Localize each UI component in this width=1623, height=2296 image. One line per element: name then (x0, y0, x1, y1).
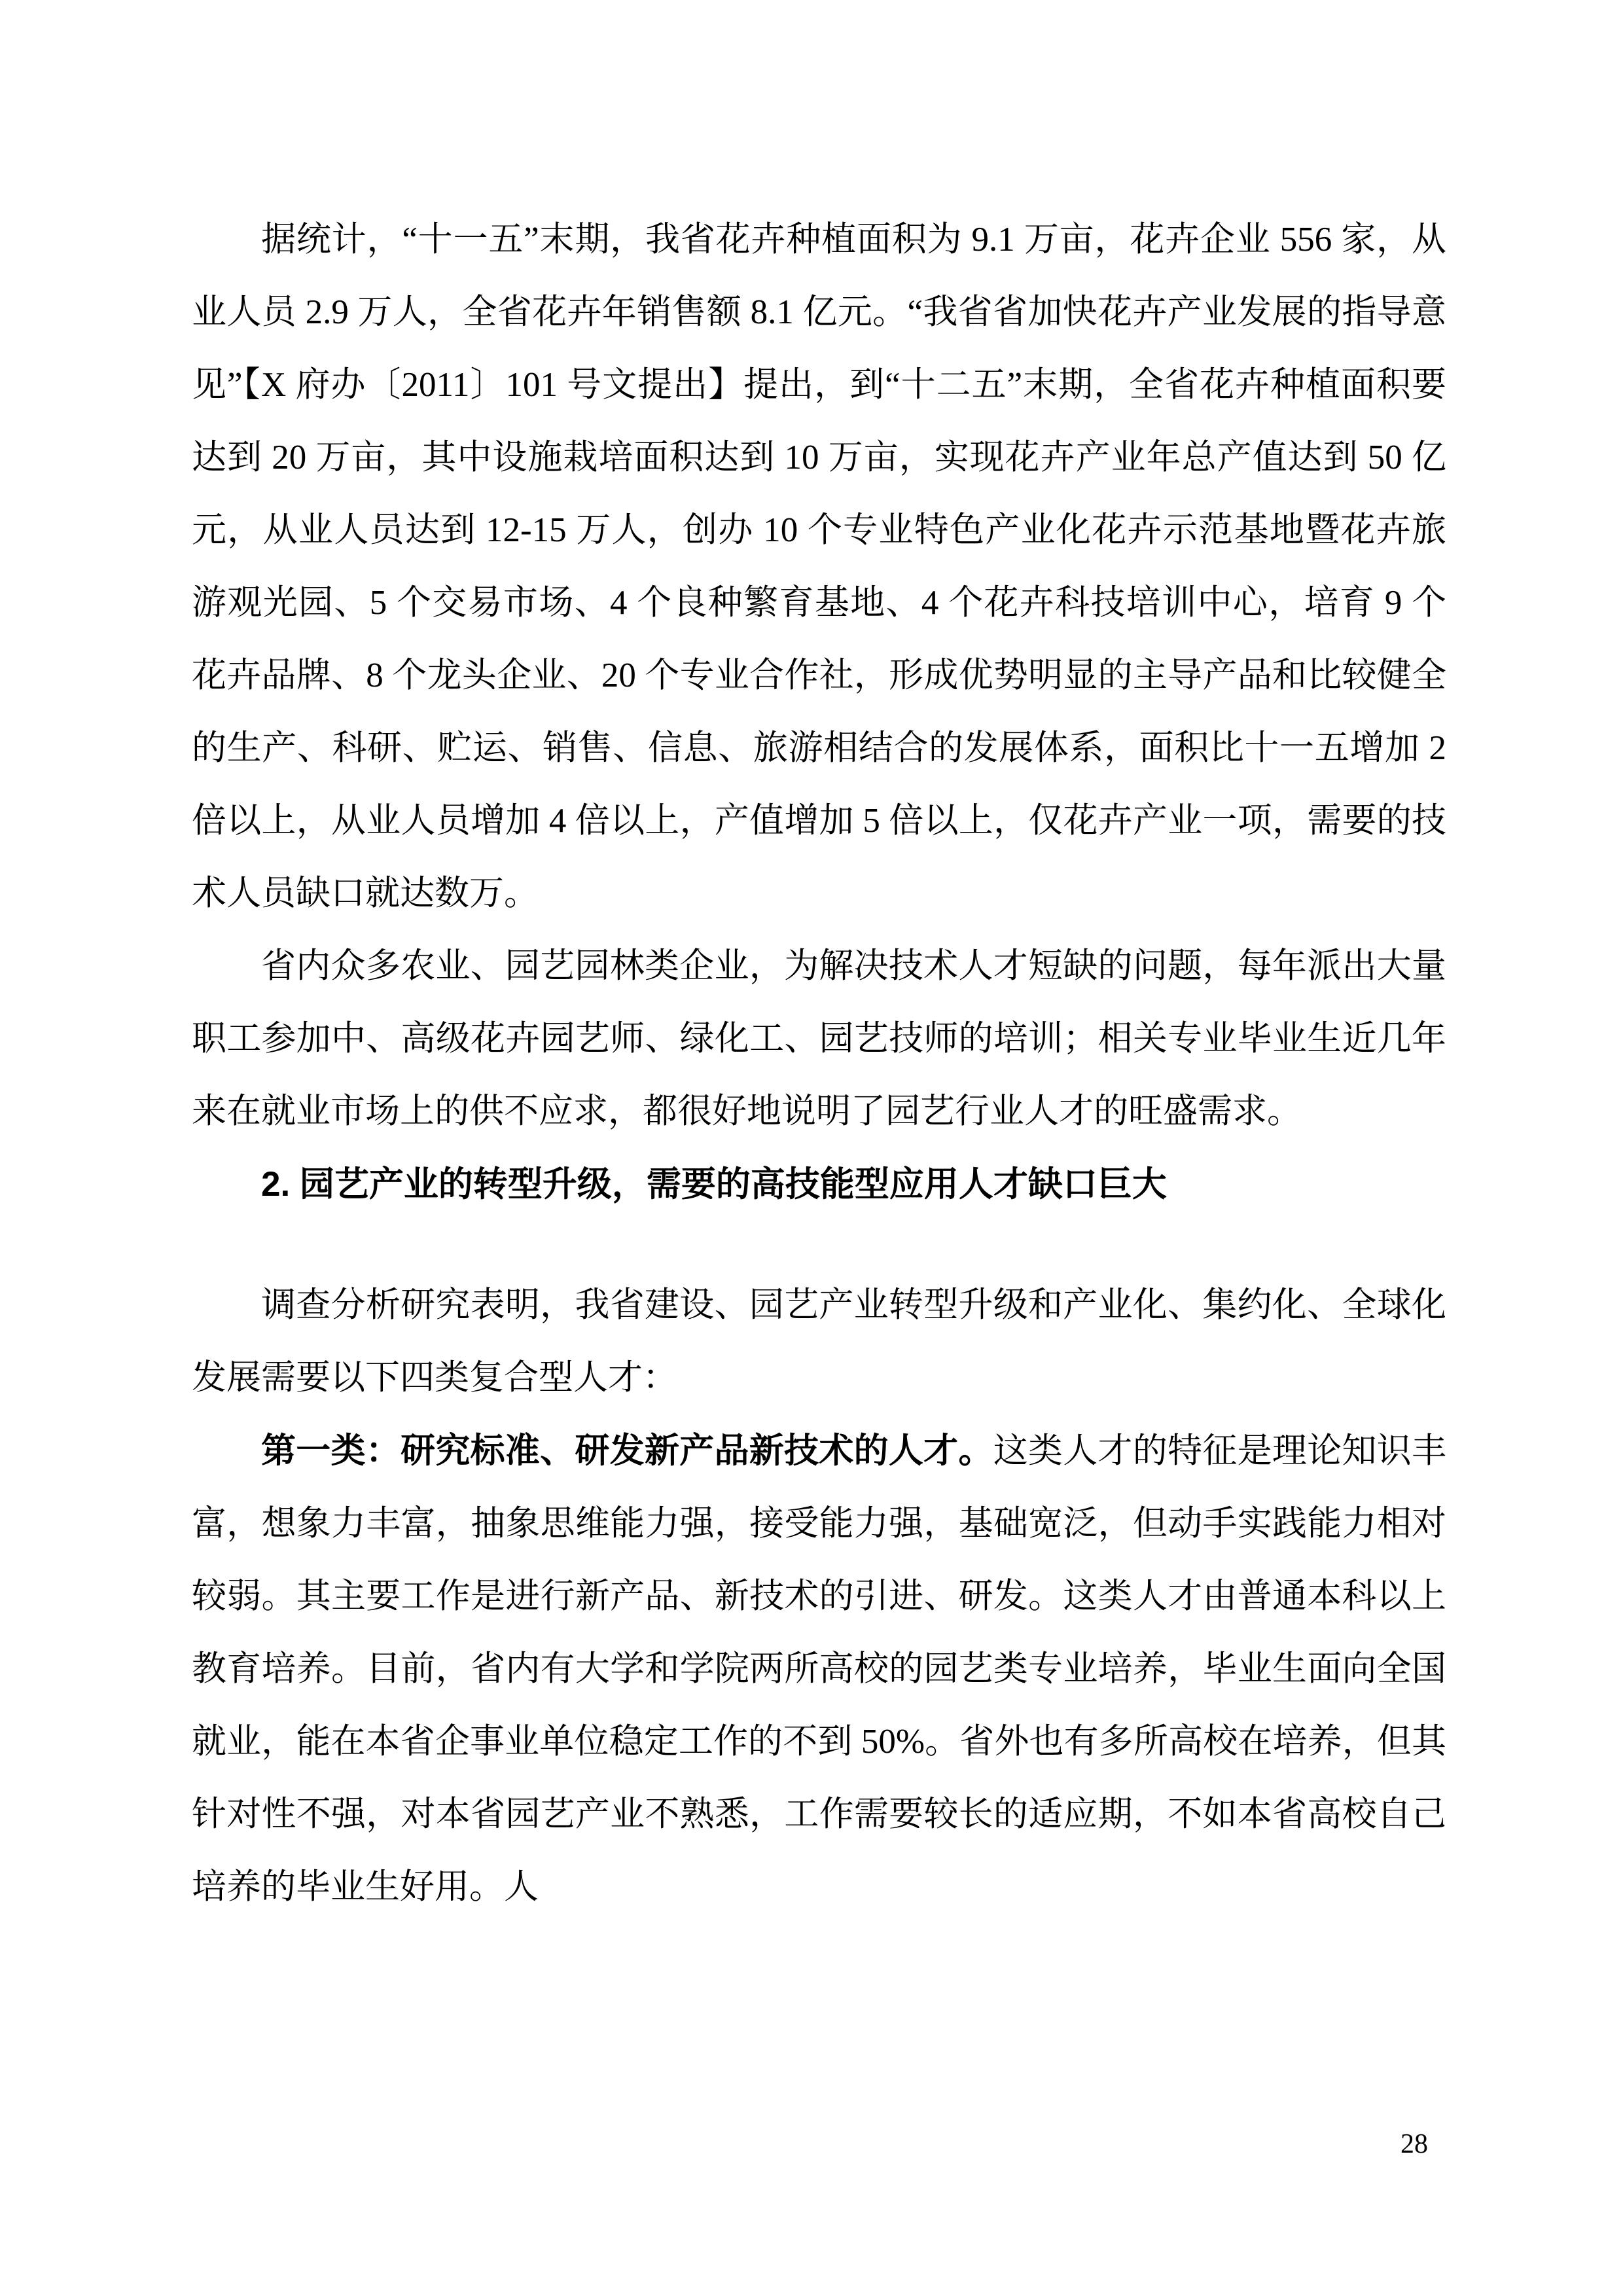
paragraph-enterprise-training-demand: 省内众多农业、园艺园林类企业，为解决技术人才短缺的问题，每年派出大量职工参加中、高级花卉园艺师、绿化工、园艺技师的培训；相关专业毕业生近几年来在就业市场上的供不应求，都很好地说明了园艺行业人才的旺盛需求。 (192, 947, 1446, 1130)
paragraph-flower-industry-statistics: 据统计，“十一五”末期，我省花卉种植面积为 9.1 万亩，花卉企业 556 家，从业人员 2.9 万人，全省花卉年销售额 8.1 亿元。“我省省加快花卉产业发展的指导意见”【X 府办〔2011〕101 号文提出】提出，到“十二五”末期，全省花卉种植面积要达到 20 万亩，其中设施栽培面积达到 10 万亩，实现花卉产业年总产值达到 50 亿元，从业人员达到 12-15 万人，创办 10 个专业特色产业化花卉示范基地暨花卉旅游观光园、5 个交易市场、4 个良种繁育基地、4 个花卉科技培训中心，培育 9 个花卉品牌、8 个龙头企业、20 个专业合作社，形成优势明显的主导产品和比较健全的生产、科研、贮运、销售、信息、旅游相结合的发展体系，面积比十一五增加 2 倍以上，从业人员增加 4 倍以上，产值增加 5 倍以上，仅花卉产业一项，需要的技术人员缺口就达数万。 (192, 221, 1447, 912)
first-category-description: 这类人才的特征是理论知识丰富，想象力丰富，抽象思维能力强，接受能力强，基础宽泛，但动手实践能力相对较弱。其主要工作是进行新产品、新技术的引进、研发。这类人才由普通本科以上教育培养。目前，省内有大学和学院两所高校的园艺类专业培养，毕业生面向全国就业，能在本省企事业单位稳定工作的不到 50%。省外也有多所高校在培养，但其针对性不强，对本省园艺产业不熟悉，工作需要较长的适应期，不如本省高校自己培养的毕业生好用。人 (192, 1432, 1447, 1906)
page-number: 28 (1400, 2129, 1428, 2159)
document-body (192, 204, 1446, 1924)
paragraph-survey-four-talent-types: 调查分析研究表明，我省建设、园艺产业转型升级和产业化、集约化、全球化发展需要以下四类复合型人才： (192, 1286, 1446, 1397)
first-category-lead-label: 第一类：研究标准、研发新产品新技术的人才。 (261, 1431, 993, 1470)
section-heading-industry-upgrade: 2. 园艺产业的转型升级，需要的高技能型应用人才缺口巨大 (261, 1165, 1167, 1204)
paragraph-first-talent-category (192, 1414, 1446, 1924)
